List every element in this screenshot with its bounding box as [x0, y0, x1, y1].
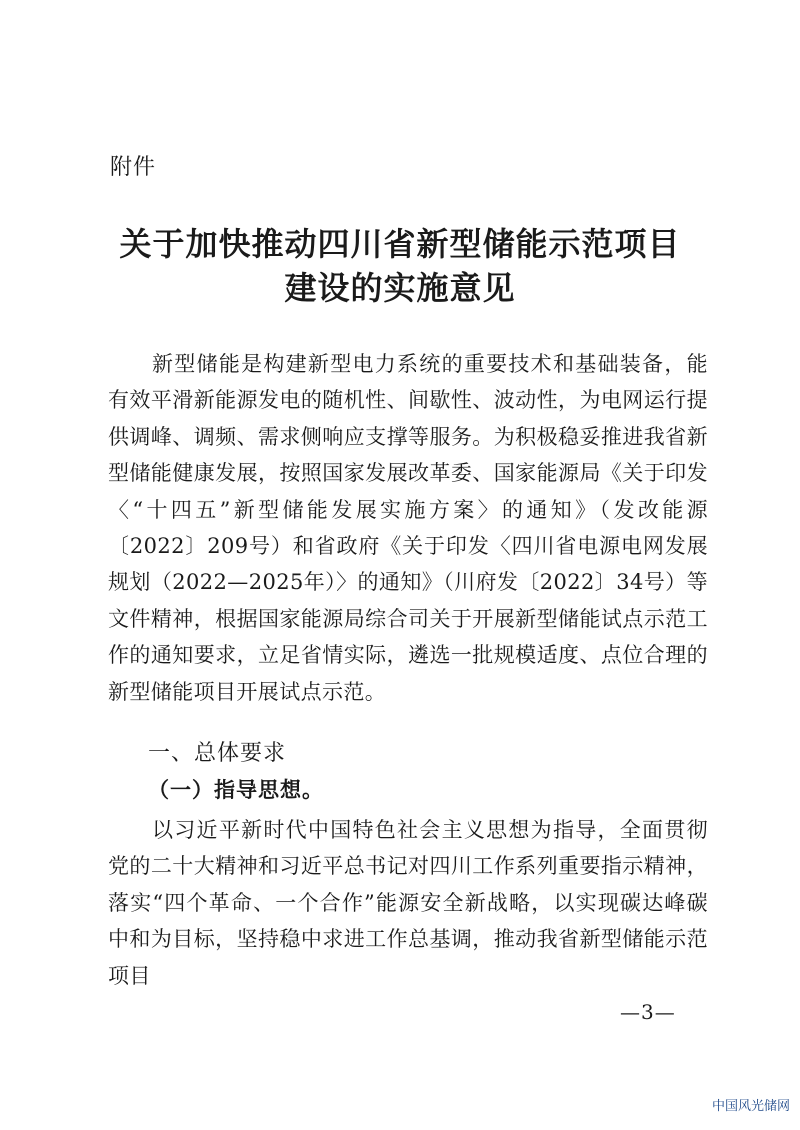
guiding-ideology-paragraph: 以习近平新时代中国特色社会主义思想为指导，全面贯彻党的二十大精神和习近平总书记对四川工作系列重要指示精神，落实“四个革命、一个合作”能源安全新战略，以实现碳达峰碳中和为目标，坚持稳中求进工作总基调，推动我省新型储能示范项目 — [108, 818, 708, 988]
document-title-line-2: 建设的实施意见 — [284, 269, 516, 307]
page-number: —3— — [620, 1000, 676, 1024]
watermark-text: 中国风光储网 — [712, 1099, 791, 1114]
section-heading-general-requirements: 一、总体要求 — [148, 741, 287, 766]
subsection-heading-guiding-ideology: （一）指导思想。 — [148, 777, 324, 802]
document-title-line-1: 关于加快推动四川省新型储能示范项目 — [119, 225, 681, 263]
intro-paragraph: 新型储能是构建新型电力系统的重要技术和基础装备，能有效平滑新能源发电的随机性、间歇性、波动性，为电网运行提供调峰、调频、需求侧响应支撑等服务。为积极稳妥推进我省新型储能健康发展，按照国家发展改革委、国家能源局《关于印发〈“十四五”新型储能发展实施方案〉的通知》（发改能源〔2022〕209号）和省政府《关于印发〈四川省电源电网发展规划（2022—2025年）〉的通知》（川府发〔2022〕34号）等文件精神，根据国家能源局综合司关于开展新型储能试点示范工作的通知要求，立足省情实际，遴选一批规模适度、点位合理的新型储能项目开展试点示范。 — [108, 352, 708, 704]
attachment-label: 附件 — [110, 155, 157, 180]
